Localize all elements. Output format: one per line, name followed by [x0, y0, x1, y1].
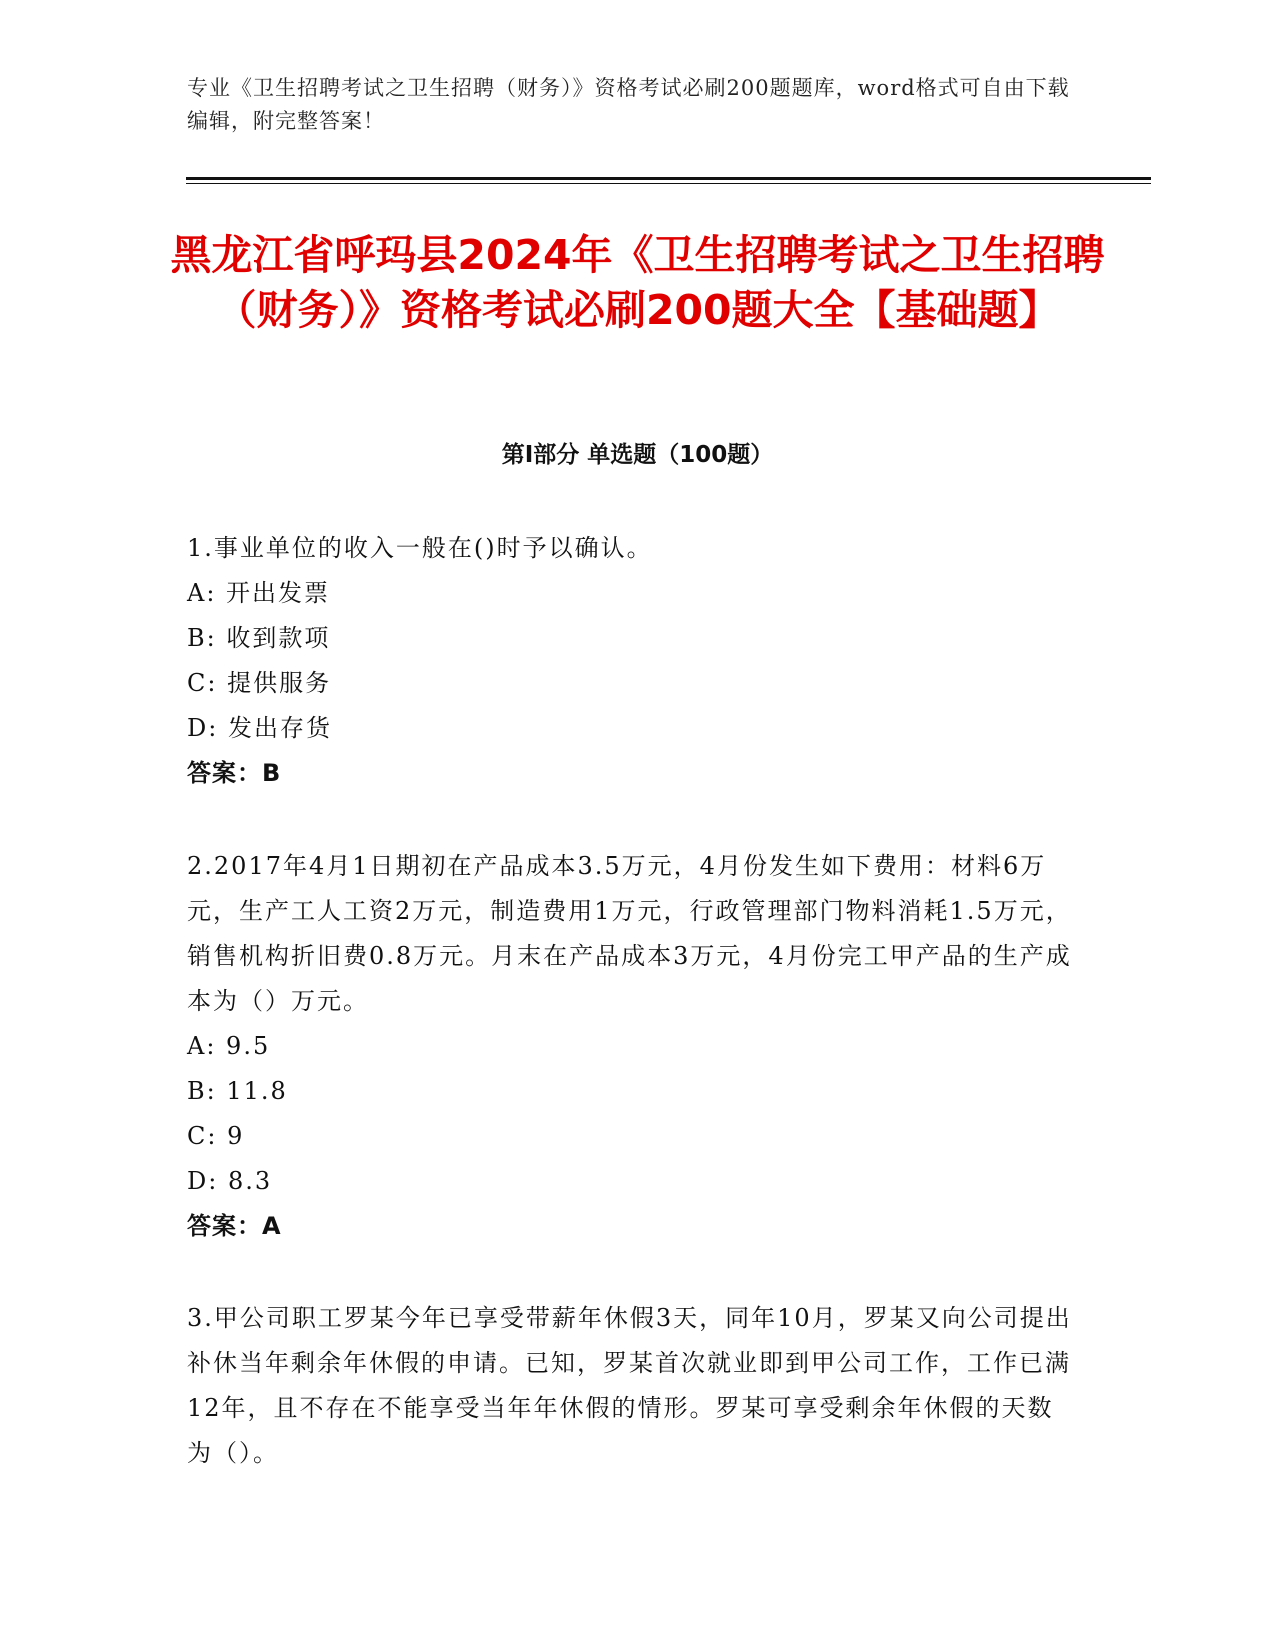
- answer: 答案：B: [187, 759, 282, 787]
- question-stem: 2.2017年4月1日期初在产品成本3.5万元，4月份发生如下费用：材料6万元，生产工人工资2万元，制造费用1万元，行政管理部门物料消耗1.5万元，销售机构折旧费0.8万元。月末在产品成本3万元，4月份完工甲产品的生产成本为（）万元。: [187, 852, 1072, 1015]
- header-divider-thick: [186, 177, 1151, 180]
- option-b: B: 11.8: [187, 1077, 288, 1105]
- option-c: C: 9: [187, 1122, 245, 1150]
- answer: 答案：A: [187, 1212, 282, 1240]
- option-a: A: 9.5: [187, 1032, 271, 1060]
- document-title: 黑龙江省呼玛县2024年《卫生招聘考试之卫生招聘（财务）》资格考试必刷200题大全【基础题】: [170, 231, 1105, 334]
- option-c: C: 提供服务: [187, 669, 332, 697]
- header-note: 专业《卫生招聘考试之卫生招聘（财务）》资格考试必刷200题题库，word格式可自由下载编辑，附完整答案！: [187, 76, 1070, 133]
- header-divider-thin: [186, 183, 1151, 184]
- option-d: D: 8.3: [187, 1167, 273, 1195]
- question-item: [187, 1296, 1072, 1476]
- option-b: B: 收到款项: [187, 624, 331, 652]
- question-stem: 1.事业单位的收入一般在()时予以确认。: [187, 534, 653, 562]
- option-a: A: 开出发票: [187, 579, 331, 607]
- question-item: [187, 844, 1072, 1249]
- question-item: [187, 526, 1072, 796]
- question-stem: 3.甲公司职工罗某今年已享受带薪年休假3天，同年10月，罗某又向公司提出补休当年剩余年休假的申请。已知，罗某首次就业即到甲公司工作，工作已满12年，且不存在不能享受当年年休假的情形。罗某可享受剩余年休假的天数为（）。: [187, 1304, 1072, 1467]
- section-title: 第Ⅰ部分 单选题（100题）: [501, 442, 774, 468]
- option-d: D: 发出存货: [187, 714, 332, 742]
